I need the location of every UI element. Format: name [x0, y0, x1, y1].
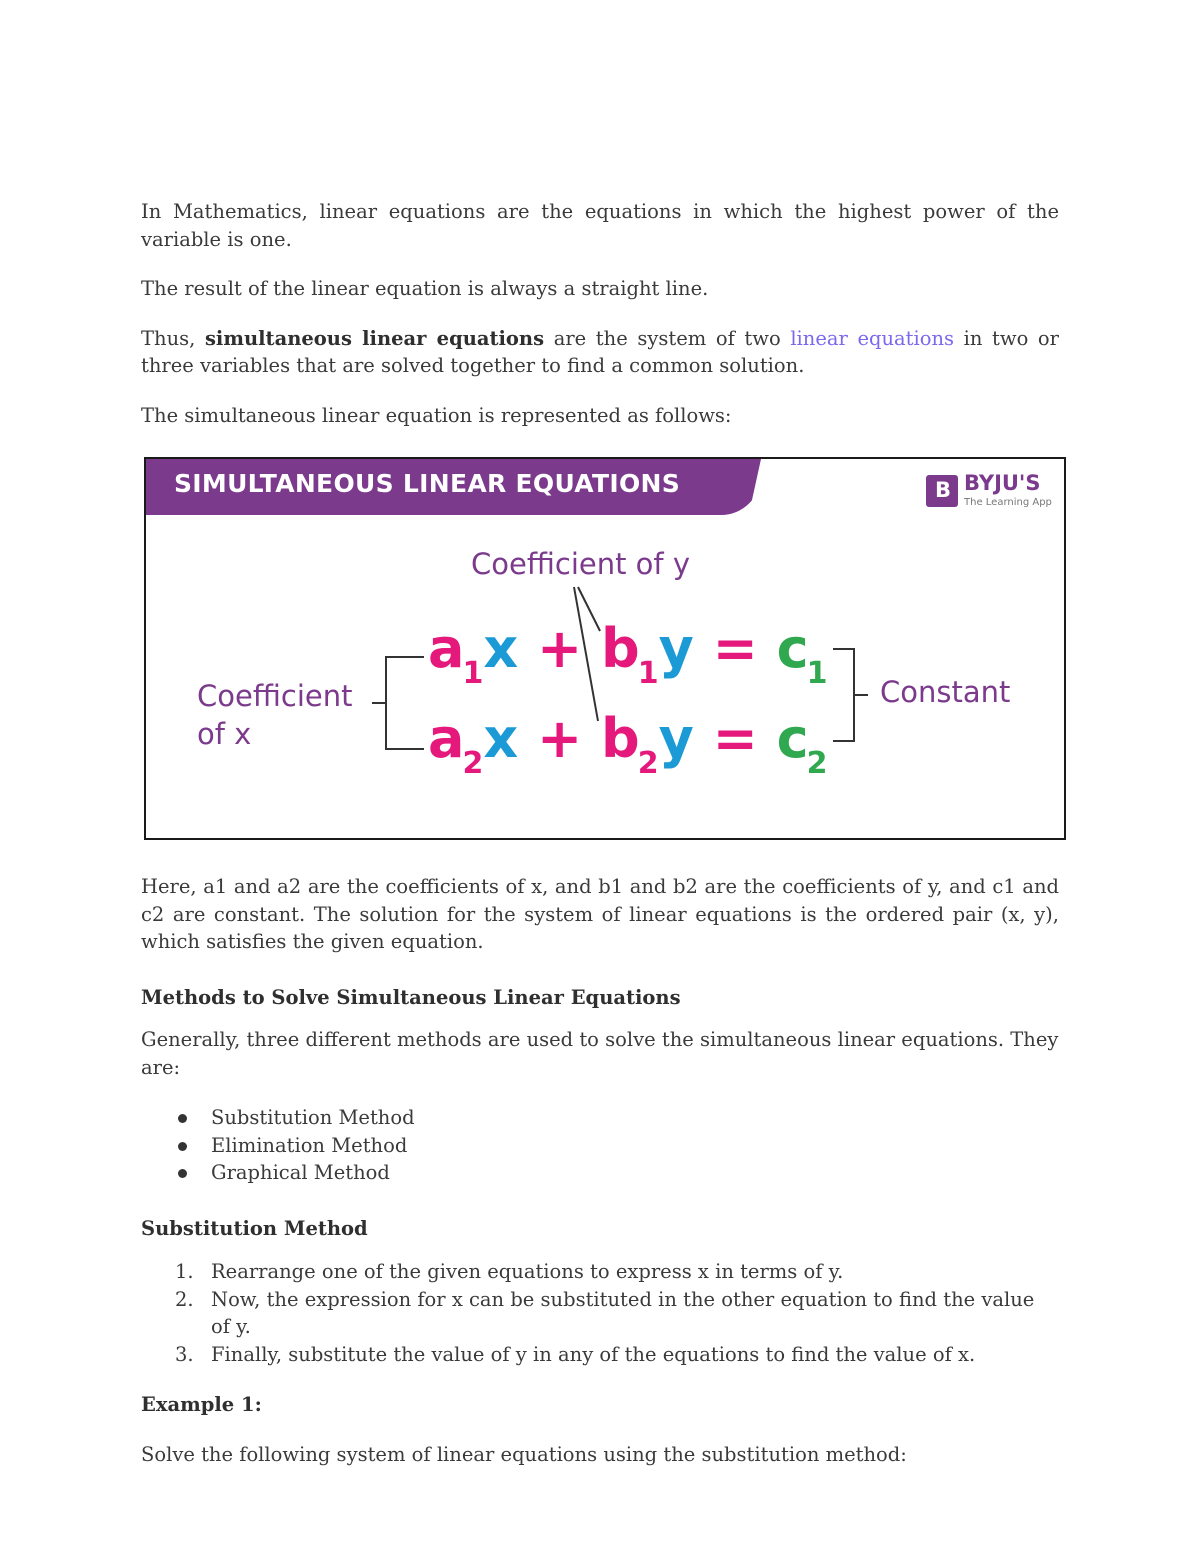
- explanation-paragraph: Here, a1 and a2 are the coefficients of x, and b1 and b2 are the coefficients of y, and c1 and c2 are constant. The solution for the system of linear equations is the ordered pair (x, y), which satisfies the given equation.: [141, 875, 1059, 953]
- p3-text-start: Thus,: [141, 326, 205, 350]
- intro-paragraph-2: The result of the linear equation is always a straight line.: [141, 277, 709, 300]
- label-coefficient-of-x-line2: of x: [197, 717, 252, 751]
- step-text: Finally, substitute the value of y in any of the equations to find the value of x.: [211, 1342, 976, 1366]
- intro-paragraph-4: The simultaneous linear equation is represented as follows:: [141, 403, 732, 427]
- step-number: 2.: [175, 1287, 194, 1311]
- eq1-equals: =: [712, 617, 758, 680]
- intro-paragraph-3: [141, 325, 1059, 380]
- p3-bold-term: simultaneous linear equations: [204, 326, 545, 350]
- logo-name: BYJU'S: [964, 471, 1041, 495]
- eq2-y: y: [658, 707, 694, 770]
- list-item: Graphical Method: [211, 1159, 1059, 1187]
- p3-text-mid: are the system of two: [544, 326, 791, 350]
- simultaneous-equations-figure: [144, 457, 1066, 840]
- p3-text-end: in two or three variables that are solved together to find a common solution.: [141, 326, 1059, 377]
- example-text: Solve the following system of linear equations using the substitution method:: [141, 1442, 907, 1466]
- step-number: 3.: [175, 1342, 194, 1366]
- methods-list: [141, 1104, 1059, 1187]
- logo-tagline: The Learning App: [964, 497, 1052, 508]
- step-text: Rearrange one of the given equations to express x in terms of y.: [211, 1260, 844, 1283]
- eq1-b: b: [601, 617, 640, 680]
- intro-paragraph-1: In Mathematics, linear equations are the equations in which the highest power of the variable is one.: [141, 200, 1059, 251]
- substitution-steps: [141, 1258, 1059, 1368]
- list-item: [175, 1341, 1059, 1369]
- eq2-plus: +: [536, 707, 583, 770]
- label-coefficient-of-y: Coefficient of y: [471, 547, 691, 581]
- figure-title: SIMULTANEOUS LINEAR EQUATIONS: [174, 469, 681, 498]
- example-heading: Example 1:: [141, 1393, 262, 1416]
- eq1-x: x: [483, 617, 519, 680]
- eq2-c: c: [776, 707, 809, 770]
- eq1-a: a: [428, 617, 465, 680]
- step-text: Now, the expression for x can be substituted in the other equation to find the value of y.: [211, 1287, 1035, 1338]
- label-constant: Constant: [880, 675, 1011, 709]
- equation-1: [428, 617, 828, 691]
- eq2-b-subscript: 2: [637, 746, 659, 781]
- eq1-y: y: [658, 617, 694, 680]
- eq1-c-subscript: 1: [806, 656, 828, 691]
- logo-letter: B: [935, 478, 952, 502]
- list-item: Elimination Method: [211, 1132, 1059, 1160]
- substitution-heading: Substitution Method: [141, 1216, 368, 1240]
- eq2-equals: =: [712, 707, 758, 770]
- eq2-c-subscript: 2: [806, 746, 828, 781]
- eq2-x: x: [483, 707, 519, 770]
- eq2-a: a: [428, 707, 465, 770]
- linear-equations-link[interactable]: linear equations: [790, 326, 955, 350]
- eq2-b: b: [601, 707, 640, 770]
- label-coefficient-of-x-line1: Coefficient: [197, 679, 353, 713]
- step-number: 1.: [175, 1260, 194, 1283]
- list-item: [175, 1286, 1059, 1341]
- list-item: [175, 1258, 1059, 1286]
- methods-heading: Methods to Solve Simultaneous Linear Equations: [141, 985, 681, 1009]
- eq2-a-subscript: 2: [462, 746, 484, 781]
- eq1-c: c: [776, 617, 809, 680]
- equation-2: [428, 707, 828, 781]
- methods-intro: Generally, three different methods are used to solve the simultaneous linear equations. They are:: [141, 1028, 1059, 1079]
- eq1-b-subscript: 1: [637, 656, 659, 691]
- eq1-a-subscript: 1: [462, 656, 484, 691]
- list-item: Substitution Method: [211, 1104, 1059, 1132]
- eq1-plus: +: [536, 617, 583, 680]
